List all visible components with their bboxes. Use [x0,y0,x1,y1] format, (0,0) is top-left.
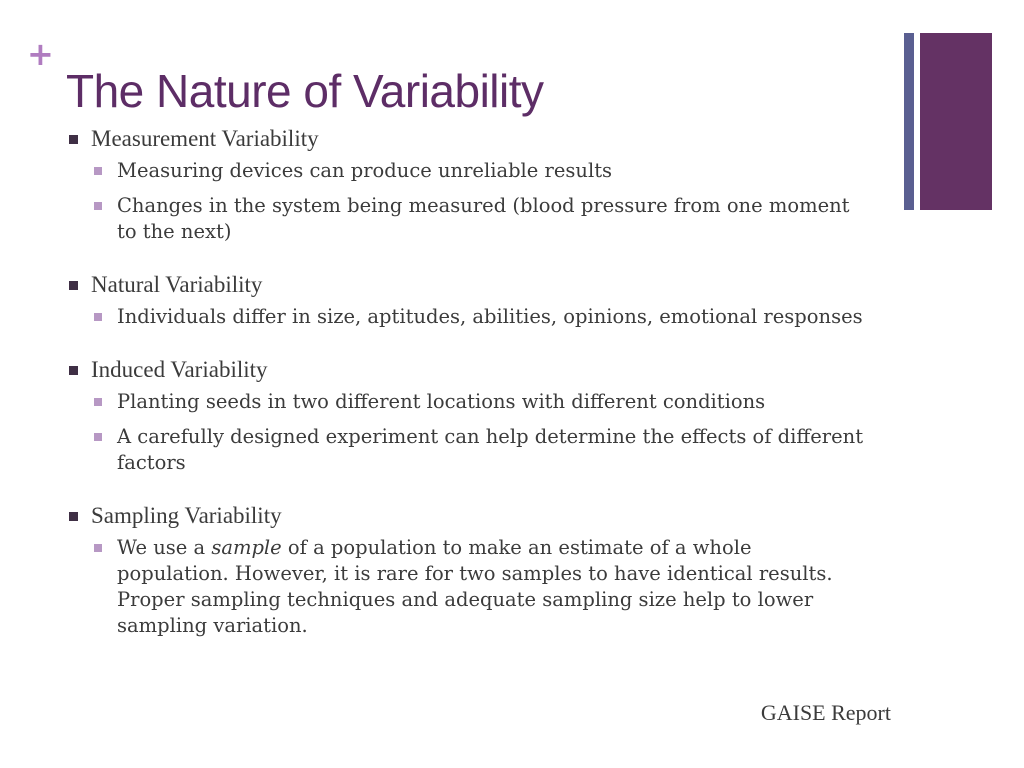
sub-bullet-text: Planting seeds in two different locations with different conditions [117,390,766,413]
section-heading: Sampling Variability [91,503,282,528]
sub-bullet-item [66,193,866,245]
bullet-item [66,124,866,154]
emphasized-term: sample [211,536,282,559]
section-sampling-variability [66,501,866,639]
bullet-item [66,355,866,385]
decorative-bar-thick [920,33,992,210]
square-bullet-icon [94,433,102,441]
square-bullet-icon [69,281,78,290]
square-bullet-icon [69,366,78,375]
sub-bullet-text [117,535,866,639]
slide-title: The Nature of Variability [66,65,544,117]
section-heading: Induced Variability [91,357,268,382]
bullet-item [66,270,866,300]
square-bullet-icon [94,398,102,406]
sub-bullet-item [66,158,866,184]
section-measurement-variability [66,124,866,245]
bullet-item [66,501,866,531]
section-heading: Natural Variability [91,272,263,297]
section-induced-variability [66,355,866,476]
square-bullet-icon [69,512,78,521]
sub-bullet-item [66,389,866,415]
slide-content [66,124,866,648]
square-bullet-icon [94,167,102,175]
sub-bullet-text: A carefully designed experiment can help determine the effects of different factors [117,425,864,474]
sub-bullet-item [66,304,866,330]
square-bullet-icon [94,313,102,321]
sub-bullet-item [66,424,866,476]
section-heading: Measurement Variability [91,126,319,151]
square-bullet-icon [94,544,102,552]
sub-bullet-text: Measuring devices can produce unreliable results [117,159,613,182]
sub-bullet-text: Changes in the system being measured (blood pressure from one moment to the next) [117,194,850,243]
square-bullet-icon [69,135,78,144]
section-natural-variability [66,270,866,330]
square-bullet-icon [94,202,102,210]
plus-icon: + [27,35,54,73]
sub-bullet-text-part: of a population to make an estimate of a whole population. However, it is rare for two samples to have identical results. Proper sampling techniques and adequate sampling size help to lower sampling variation. [117,536,833,637]
decorative-bar-thin [904,33,914,210]
sub-bullet-item [66,535,866,639]
sub-bullet-text: Individuals differ in size, aptitudes, abilities, opinions, emotional responses [117,305,863,328]
source-citation: GAISE Report [760,700,891,725]
sub-bullet-text-part: We use a [117,536,212,559]
